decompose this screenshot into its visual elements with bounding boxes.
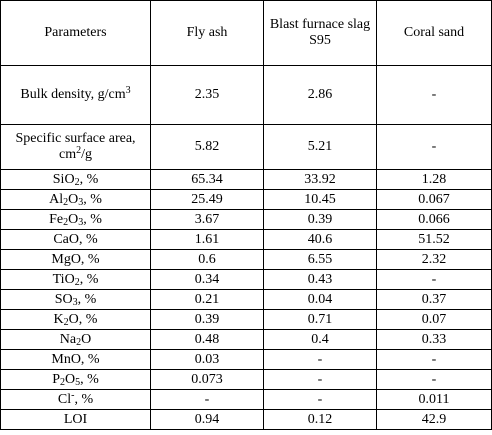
fly-ash-value: 0.21 [151, 290, 264, 310]
coral-sand-value: 1.28 [377, 170, 492, 190]
label-pre: Bulk density, g/cm [20, 87, 126, 102]
slag-value: 0.4 [264, 330, 377, 350]
row-label [1, 410, 151, 430]
coral-sand-value: - [377, 350, 492, 370]
label-post2: , % [80, 371, 99, 387]
row-label [1, 370, 151, 390]
table-row [1, 66, 492, 125]
label-sub2: 3 [78, 196, 84, 208]
row-label [1, 310, 151, 330]
fly-ash-value: 0.48 [151, 330, 264, 350]
coral-sand-value: 42.9 [377, 410, 492, 430]
label-pre: Al [49, 191, 64, 207]
header-fly-ash: Fly ash [151, 1, 264, 66]
slag-value: 2.86 [264, 66, 377, 125]
label-sub2: 5 [75, 376, 81, 388]
fly-ash-value: 0.94 [151, 410, 264, 430]
label-post: O [68, 211, 79, 227]
fly-ash-value: 3.67 [151, 210, 264, 230]
table-row [1, 370, 492, 390]
fly-ash-value: 65.34 [151, 170, 264, 190]
coral-sand-value: 0.066 [377, 210, 492, 230]
fly-ash-value: 0.6 [151, 250, 264, 270]
label-pre: SO [54, 291, 73, 307]
label-sup: 3 [125, 85, 131, 96]
slag-value: 5.21 [264, 125, 377, 170]
row-label [1, 125, 151, 170]
slag-value: 0.71 [264, 310, 377, 330]
table-row [1, 270, 492, 290]
label-pre: P [52, 371, 60, 387]
row-label [1, 250, 151, 270]
slag-value: - [264, 350, 377, 370]
table-row [1, 190, 492, 210]
label-sub: 2 [74, 276, 80, 288]
coral-sand-value: 0.37 [377, 290, 492, 310]
row-label [1, 230, 151, 250]
label-pre: Cl [57, 391, 72, 407]
row-label [1, 66, 151, 125]
label-pre: MnO, % [51, 351, 100, 367]
fly-ash-value: 0.073 [151, 370, 264, 390]
label-sup: - [71, 389, 75, 401]
label-sub: 2 [76, 336, 82, 348]
row-label [1, 210, 151, 230]
coral-sand-value: 0.07 [377, 310, 492, 330]
label-post: O [81, 331, 92, 347]
fly-ash-value: 0.03 [151, 350, 264, 370]
row-label [1, 190, 151, 210]
slag-value: - [264, 390, 377, 410]
coral-sand-value: 51.52 [377, 230, 492, 250]
slag-value: 0.43 [264, 270, 377, 290]
label-sub: 3 [72, 296, 78, 308]
coral-sand-value: 0.011 [377, 390, 492, 410]
label-sub: 2 [63, 216, 69, 228]
fly-ash-value: 0.39 [151, 310, 264, 330]
coral-sand-value: - [377, 370, 492, 390]
row-label [1, 330, 151, 350]
table-row [1, 310, 492, 330]
header-blast-furnace-slag: Blast furnace slag S95 [264, 1, 377, 66]
fly-ash-value: 25.49 [151, 190, 264, 210]
header-parameters: Parameters [1, 1, 151, 66]
label-pre: Na [59, 331, 77, 347]
label-pre: Specific surface area, cm [15, 131, 136, 162]
slag-value: 0.12 [264, 410, 377, 430]
label-sub: 2 [74, 176, 80, 188]
label-sub: 2 [60, 376, 65, 388]
slag-value: - [264, 370, 377, 390]
label-pre: SiO [52, 171, 75, 187]
table-row [1, 170, 492, 190]
header-coral-sand: Coral sand [377, 1, 492, 66]
table-row [1, 350, 492, 370]
row-label [1, 270, 151, 290]
fly-ash-value: - [151, 390, 264, 410]
fly-ash-value: 1.61 [151, 230, 264, 250]
label-pre: K [53, 311, 64, 327]
table-header-row [1, 1, 492, 66]
label-sup: 2 [76, 145, 82, 156]
slag-value: 0.04 [264, 290, 377, 310]
slag-value: 33.92 [264, 170, 377, 190]
table-row [1, 410, 492, 430]
label-sub: 2 [63, 196, 69, 208]
slag-value: 10.45 [264, 190, 377, 210]
label-post2: , % [83, 191, 102, 207]
table-row [1, 290, 492, 310]
label-post: O [65, 371, 76, 387]
slag-value: 6.55 [264, 250, 377, 270]
label-pre: LOI [63, 411, 88, 427]
coral-sand-value: - [377, 66, 492, 125]
label-post: , % [77, 291, 97, 307]
label-post2: , % [83, 211, 102, 227]
label-sub2: 3 [78, 216, 84, 228]
row-label [1, 170, 151, 190]
label-post: , % [74, 391, 94, 407]
coral-sand-value: - [377, 125, 492, 170]
coral-sand-value: 0.067 [377, 190, 492, 210]
row-label [1, 390, 151, 410]
coral-sand-value: - [377, 270, 492, 290]
slag-value: 0.39 [264, 210, 377, 230]
table-row [1, 210, 492, 230]
slag-value: 40.6 [264, 230, 377, 250]
label-post: , % [79, 171, 99, 187]
label-pre: TiO [52, 271, 75, 287]
table-body [1, 66, 492, 430]
table-row [1, 390, 492, 410]
label-pre: Fe [49, 211, 64, 227]
row-label [1, 350, 151, 370]
coral-sand-value: 0.33 [377, 330, 492, 350]
label-pre: CaO, % [53, 231, 98, 247]
label-post: O [68, 191, 79, 207]
table-row [1, 330, 492, 350]
label-post: /g [81, 147, 92, 162]
table-row [1, 230, 492, 250]
row-label [1, 290, 151, 310]
coral-sand-value: 2.32 [377, 250, 492, 270]
table-row [1, 125, 492, 170]
fly-ash-value: 2.35 [151, 66, 264, 125]
label-post: O, % [68, 311, 98, 327]
fly-ash-value: 5.82 [151, 125, 264, 170]
label-pre: MgO, % [51, 251, 100, 267]
table-row [1, 250, 492, 270]
label-sub: 2 [63, 316, 69, 328]
fly-ash-value: 0.34 [151, 270, 264, 290]
label-post: , % [79, 271, 99, 287]
